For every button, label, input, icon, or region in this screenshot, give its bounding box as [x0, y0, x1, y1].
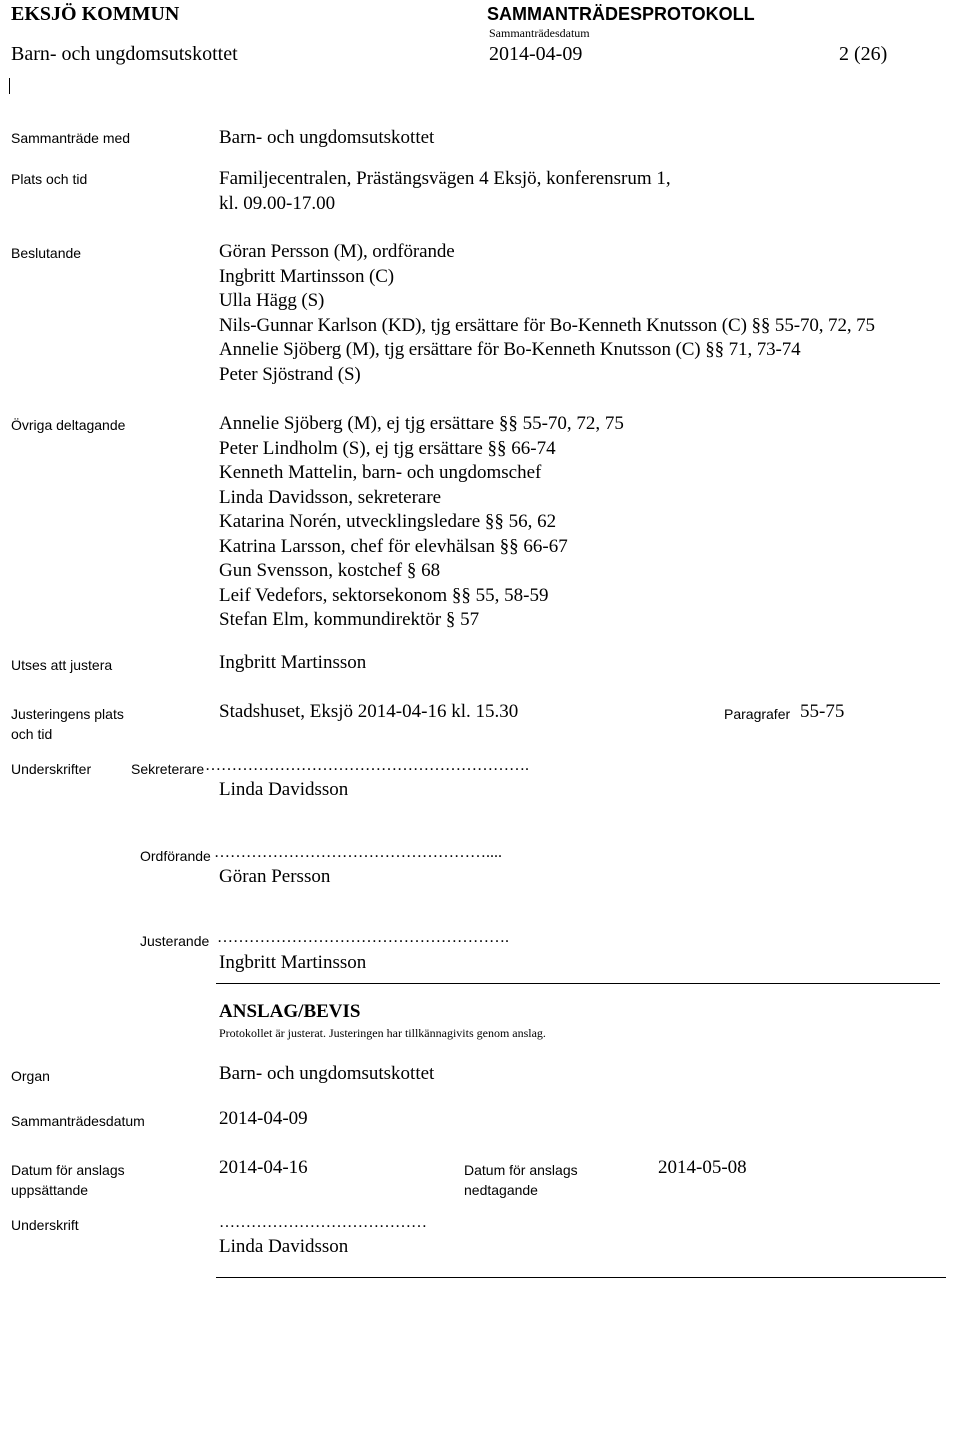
deciding-label: Beslutande — [11, 245, 82, 261]
other-participant: Katarina Norén, utvecklingsledare §§ 56, 62 — [219, 511, 557, 532]
place-label: Plats och tid — [11, 171, 88, 187]
others-list — [219, 412, 624, 633]
chair-name: Göran Persson — [219, 866, 331, 887]
deciding-member: Annelie Sjöberg (M), tjg ersättare för Bo-Kenneth Knutsson (C) §§ 71, 73-74 — [219, 339, 801, 360]
other-participant: Leif Vedefors, sektorsekonom §§ 55, 58-59 — [219, 584, 549, 606]
secretary-name: Linda Davidsson — [219, 779, 349, 800]
notice-signature-name: Linda Davidsson — [219, 1236, 349, 1257]
deciding-member: Peter Sjöstrand (S) — [219, 363, 361, 385]
meeting-date: 2014-04-09 — [489, 43, 583, 65]
notice-meeting-date-label: Sammanträdesdatum — [11, 1113, 145, 1129]
secretary-signature-line: ……………………………………………………. — [205, 757, 529, 774]
date-caption: Sammanträdesdatum — [489, 26, 590, 40]
chair-label: Ordförande — [140, 848, 211, 864]
deciding-list — [219, 240, 875, 387]
adjuster-value: Ingbritt Martinsson — [219, 652, 367, 673]
signatures-label: Underskrifter — [11, 761, 92, 777]
other-participant: Stefan Elm, kommundirektör § 57 — [219, 609, 480, 630]
notice-title: ANSLAG/BEVIS — [219, 1001, 361, 1022]
posted-date-label — [11, 1160, 125, 1200]
adjuster-label: Utses att justera — [11, 657, 113, 673]
chair-signature-line: …………………………………………….... — [214, 844, 502, 861]
place-line: Familjecentralen, Prästängsvägen 4 Eksjö, konferensrum 1, — [219, 168, 671, 189]
other-participant: Linda Davidsson, sekreterare — [219, 486, 442, 508]
other-participant: Kenneth Mattelin, barn- och ungdomschef — [219, 462, 542, 483]
document-type: SAMMANTRÄDESPROTOKOLL — [487, 4, 755, 24]
sections-value: 55-75 — [800, 701, 845, 722]
notice-meeting-date-value: 2014-04-09 — [219, 1108, 308, 1129]
posted-date-label-line: Datum för anslags — [11, 1162, 125, 1178]
adjustment-label-line: Justeringens plats — [11, 706, 124, 722]
notice-signature-line: ………………………………… — [219, 1214, 427, 1231]
deciding-member: Ingbritt Martinsson (C) — [219, 265, 395, 287]
other-participant: Peter Lindholm (S), ej tjg ersättare §§ 66-74 — [219, 437, 556, 459]
removed-date-label-line: nedtagande — [464, 1182, 538, 1198]
adjustment-value: Stadshuset, Eksjö 2014-04-16 kl. 15.30 — [219, 701, 519, 722]
other-participant: Katrina Larsson, chef för elevhälsan §§ 66-67 — [219, 535, 568, 557]
adjuster-signature-line: ………………………………………………. — [217, 929, 509, 946]
secretary-label: Sekreterare — [131, 761, 205, 777]
page-number: 2 (26) — [839, 43, 888, 65]
notice-bottom-rule — [216, 1277, 946, 1278]
posted-date-value: 2014-04-16 — [219, 1157, 308, 1178]
sections-label: Paragrafer — [724, 706, 791, 722]
removed-date-label — [464, 1160, 578, 1200]
municipality-name: EKSJÖ KOMMUN — [11, 3, 180, 25]
adjustment-label-line: och tid — [11, 726, 53, 742]
deciding-member: Ulla Hägg (S) — [219, 290, 325, 311]
notice-top-rule — [216, 983, 940, 984]
other-participant: Gun Svensson, kostchef § 68 — [219, 560, 441, 581]
notice-subtitle: Protokollet är justerat. Justeringen har tillkännagivits genom anslag. — [219, 1026, 546, 1040]
removed-date-label-line: Datum för anslags — [464, 1162, 578, 1178]
other-participant: Annelie Sjöberg (M), ej tjg ersättare §§ 55-70, 72, 75 — [219, 413, 624, 434]
others-label: Övriga deltagande — [11, 417, 126, 433]
organ-value: Barn- och ungdomsutskottet — [219, 1063, 435, 1084]
committee-name: Barn- och ungdomsutskottet — [11, 43, 238, 65]
adjuster-name: Ingbritt Martinsson — [219, 952, 367, 973]
posted-date-label-line: uppsättande — [11, 1182, 89, 1198]
deciding-member: Göran Persson (M), ordförande — [219, 241, 455, 262]
notice-signature-label: Underskrift — [11, 1217, 79, 1233]
deciding-member: Nils-Gunnar Karlson (KD), tjg ersättare för Bo-Kenneth Knutsson (C) §§ 55-70, 72, 75 — [219, 314, 875, 336]
organ-label: Organ — [11, 1068, 50, 1084]
meeting-value: Barn- och ungdomsutskottet — [219, 127, 435, 148]
place-value — [219, 167, 671, 216]
meeting-label: Sammanträde med — [11, 130, 131, 146]
place-line: kl. 09.00-17.00 — [219, 192, 336, 214]
removed-date-value: 2014-05-08 — [658, 1157, 747, 1178]
adjuster-sign-label: Justerande — [140, 933, 210, 949]
adjustment-label — [11, 704, 124, 744]
header-corner-rule — [9, 78, 10, 94]
